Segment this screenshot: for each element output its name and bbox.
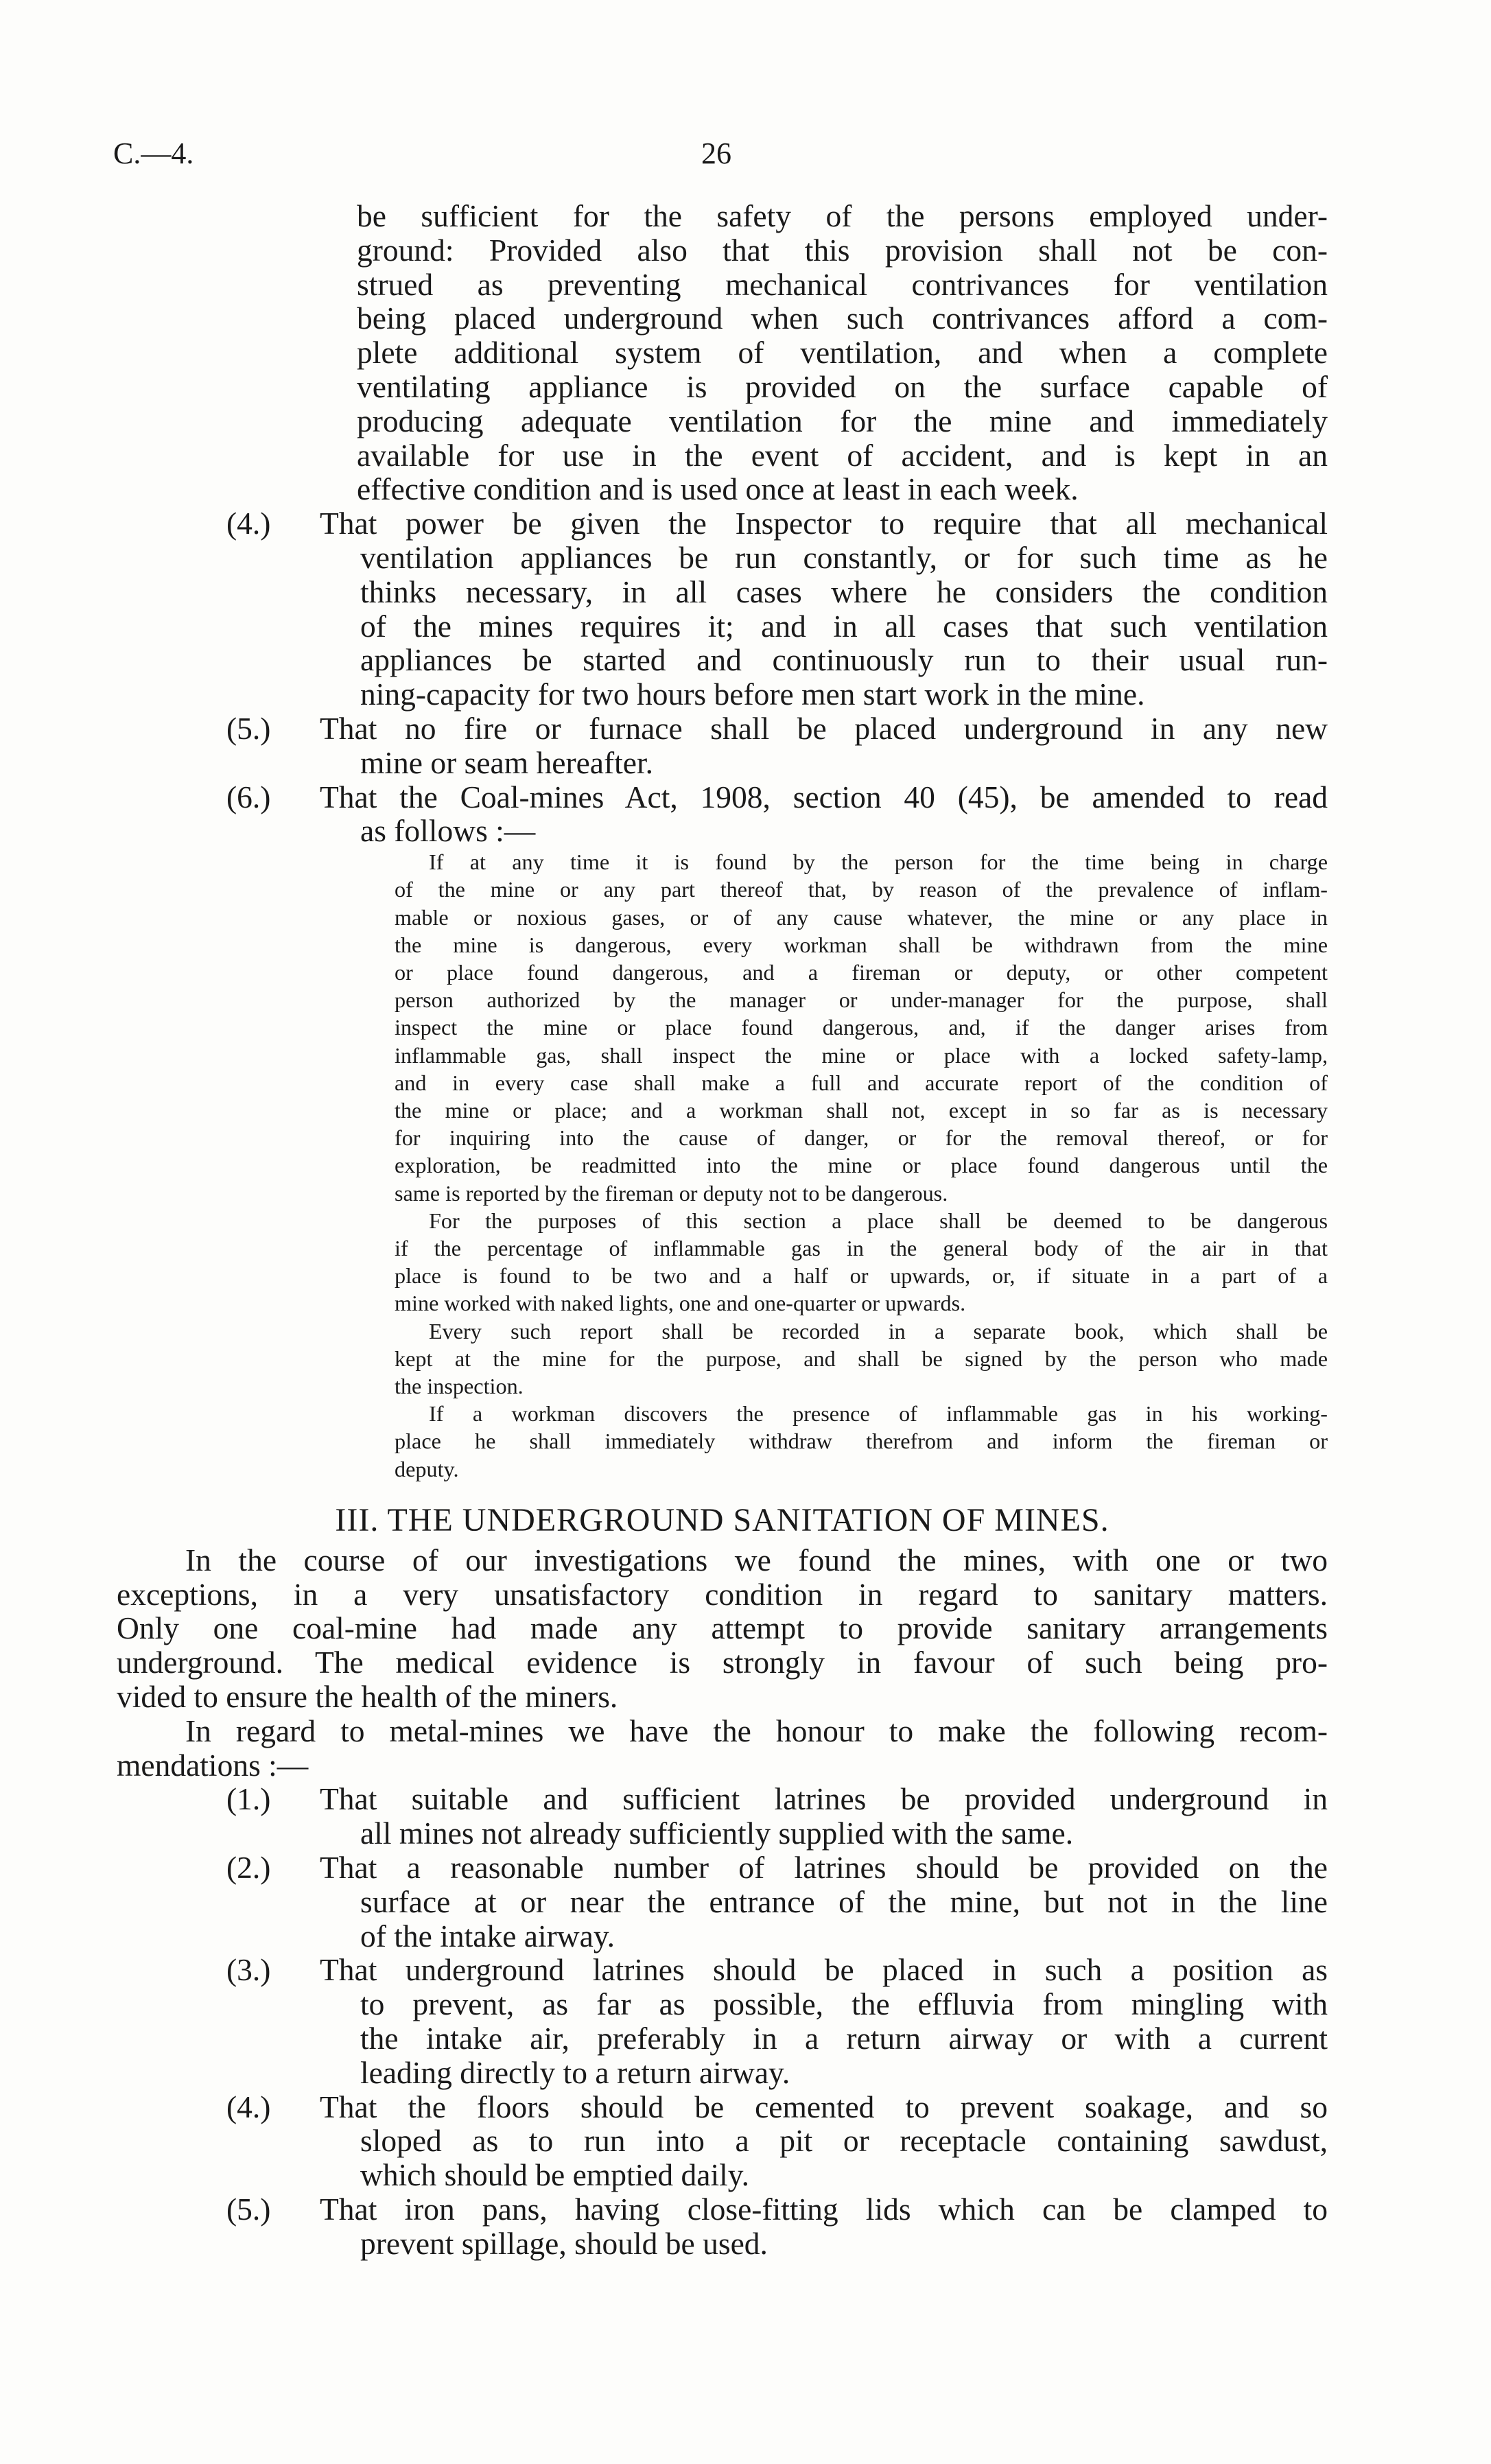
list-item-number: (5.) <box>226 2191 271 2227</box>
list-item-line: of the intake airway. <box>360 1918 615 1953</box>
quote-line: If at any time it is found by the person for the time being in charge <box>429 849 1328 875</box>
list-item-line: as follows :— <box>360 813 536 849</box>
document-reference: C.—4. <box>113 137 194 170</box>
paragraph-metal-mines-intro <box>117 1714 1328 1783</box>
list-item-number: (4.) <box>226 506 271 541</box>
list-item-line: leading directly to a return airway. <box>360 2054 790 2090</box>
list-item-text: That the Coal-mines Act, 1908, section 40 (45), be amended to read <box>320 779 1328 814</box>
paragraph-line: underground. The medical evidence is strongly in favour of such being pro- <box>117 1645 1328 1680</box>
quote-line: kept at the mine for the purpose, and shall be signed by the person who made <box>395 1346 1328 1371</box>
list-item-line: mine or seam hereafter. <box>360 744 653 780</box>
list-item <box>117 2090 1328 2192</box>
quote-line: deputy. <box>395 1456 459 1481</box>
quote-line: inspect the mine or place found dangerous, and, if the danger arises from <box>395 1015 1328 1040</box>
quote-line: the inspection. <box>395 1374 524 1398</box>
paragraph-line: vided to ensure the health of the miners. <box>117 1679 618 1714</box>
section-heading: III. THE UNDERGROUND SANITATION OF MINES. <box>335 1501 1110 1538</box>
list-item-line <box>117 1953 1328 1987</box>
quote-line: place he shall immediately withdraw therefrom and inform the fireman or <box>395 1429 1328 1454</box>
quote-line: Every such report shall be recorded in a separate book, which shall be <box>429 1318 1328 1344</box>
text-line: available for use in the event of accident, and is kept in an <box>357 437 1328 473</box>
list-item-line: appliances be started and continuously run to their usual run- <box>360 642 1328 678</box>
list-item-line <box>117 712 1328 746</box>
list-item-line <box>117 780 1328 814</box>
continuation-paragraph <box>117 199 1328 506</box>
quote-line: or place found dangerous, and a fireman or deputy, or other competent <box>395 959 1328 985</box>
quote-line: for inquiring into the cause of danger, or for the removal thereof, or for <box>395 1125 1328 1151</box>
list-item-line: of the mines requires it; and in all cases that such ventilation <box>360 608 1328 644</box>
list-item-number: (3.) <box>226 1952 271 1988</box>
list-item <box>117 712 1328 780</box>
text-line: plete additional system of ventilation, and when a complete <box>357 335 1328 371</box>
paragraph-line: Only one coal-mine had made any attempt to provide sanitary arrangements <box>117 1610 1328 1646</box>
list-item-line <box>117 1851 1328 1885</box>
list-item-number: (5.) <box>226 710 271 746</box>
quote-line: place is found to be two and a half or upwards, or, if situate in a part of a <box>395 1263 1328 1289</box>
list-item-text: That iron pans, having close-fitting lids which can be clamped to <box>320 2191 1328 2227</box>
list-item-number: (4.) <box>226 2089 271 2124</box>
list-item-line: the intake air, preferably in a return airway or with a current <box>360 2020 1328 2056</box>
list-item <box>117 1851 1328 1953</box>
quote-line: person authorized by the manager or under-manager for the purpose, shall <box>395 987 1328 1013</box>
quote-line: inflammable gas, shall inspect the mine or place with a locked safety-lamp, <box>395 1042 1328 1068</box>
quote-line: For the purposes of this section a place shall be deemed to be dangerous <box>429 1208 1328 1233</box>
list-item-line: surface at or near the entrance of the mine, but not in the line <box>360 1884 1328 1919</box>
list-item-line <box>117 2192 1328 2227</box>
paragraph-line: In the course of our investigations we found the mines, with one or two <box>185 1542 1328 1577</box>
text-line: strued as preventing mechanical contrivances for ventilation <box>357 266 1328 302</box>
quote-line: if the percentage of inflammable gas in the general body of the air in that <box>395 1235 1328 1260</box>
paragraph-line: mendations :— <box>117 1747 309 1783</box>
quote-line: the mine or place; and a workman shall not, except in so far as is necessary <box>395 1097 1328 1123</box>
list-item <box>117 506 1328 712</box>
page-header <box>0 136 1491 177</box>
text-line: producing adequate ventilation for the mine and immediately <box>357 403 1328 438</box>
list-item <box>117 1782 1328 1851</box>
text-line: effective condition and is used once at least in each week. <box>357 471 1079 507</box>
list-item <box>117 2192 1328 2261</box>
list-item-text: That underground latrines should be placed in such a position as <box>320 1952 1328 1988</box>
quote-line: If a workman discovers the presence of inflammable gas in his working- <box>429 1401 1328 1427</box>
paragraph-line: In regard to metal-mines we have the honour to make the following recom- <box>185 1713 1328 1748</box>
quote-line: the mine is dangerous, every workman shall be withdrawn from the mine <box>395 932 1328 957</box>
quote-line: of the mine or any part thereof that, by reason of the prevalence of inflam- <box>395 877 1328 902</box>
text-line: ground: Provided also that this provision shall not be con- <box>357 232 1328 268</box>
list-item-line <box>117 506 1328 541</box>
body-text <box>117 199 1328 2261</box>
list-item-number: (1.) <box>226 1781 271 1817</box>
list-item-line: to prevent, as far as possible, the effluvia from mingling with <box>360 1986 1328 2022</box>
recommendations-list-ventilation <box>117 506 1328 848</box>
paragraph-investigation-findings <box>117 1543 1328 1714</box>
list-item-line: thinks necessary, in all cases where he considers the condition <box>360 574 1328 609</box>
list-item <box>117 1953 1328 2089</box>
list-item-text: That suitable and sufficient latrines be provided underground in <box>320 1781 1328 1817</box>
list-item-line: sloped as to run into a pit or receptacle containing sawdust, <box>360 2123 1328 2159</box>
list-item-number: (6.) <box>226 779 271 814</box>
page-number: 26 <box>701 137 731 170</box>
quote-line: and in every case shall make a full and accurate report of the condition of <box>395 1070 1328 1095</box>
recommendations-list-sanitation <box>117 1782 1328 2260</box>
list-item-line: ning-capacity for two hours before men start work in the mine. <box>360 677 1145 712</box>
quote-line: mine worked with naked lights, one and one-quarter or upwards. <box>395 1291 966 1316</box>
list-item-text: That power be given the Inspector to require that all mechanical <box>320 506 1328 541</box>
list-item <box>117 780 1328 849</box>
list-item-line: which should be emptied daily. <box>360 2157 749 2193</box>
text-line: be sufficient for the safety of the persons employed under- <box>357 198 1328 233</box>
quote-line: same is reported by the fireman or deputy not to be dangerous. <box>395 1180 948 1206</box>
list-item-line: ventilation appliances be run constantly, or for such time as he <box>360 539 1328 575</box>
text-line: ventilating appliance is provided on the surface capable of <box>357 368 1328 404</box>
list-item-number: (2.) <box>226 1849 271 1885</box>
quote-line: exploration, be readmitted into the mine or place found dangerous until the <box>395 1153 1328 1178</box>
list-item-line <box>117 1782 1328 1816</box>
list-item-text: That no fire or furnace shall be placed underground in any new <box>320 710 1328 746</box>
list-item-text: That a reasonable number of latrines should be provided on the <box>320 1849 1328 1885</box>
quoted-amendment <box>117 848 1328 1483</box>
paragraph-line: exceptions, in a very unsatisfactory condition in regard to sanitary matters. <box>117 1576 1328 1612</box>
list-item-line <box>117 2090 1328 2124</box>
list-item-line: prevent spillage, should be used. <box>360 2225 768 2261</box>
quote-line: mable or noxious gases, or of any cause whatever, the mine or any place in <box>395 904 1328 930</box>
list-item-line: all mines not already sufficiently supplied with the same. <box>360 1816 1074 1851</box>
text-line: being placed underground when such contrivances afford a com- <box>357 301 1328 336</box>
list-item-text: That the floors should be cemented to prevent soakage, and so <box>320 2089 1328 2124</box>
